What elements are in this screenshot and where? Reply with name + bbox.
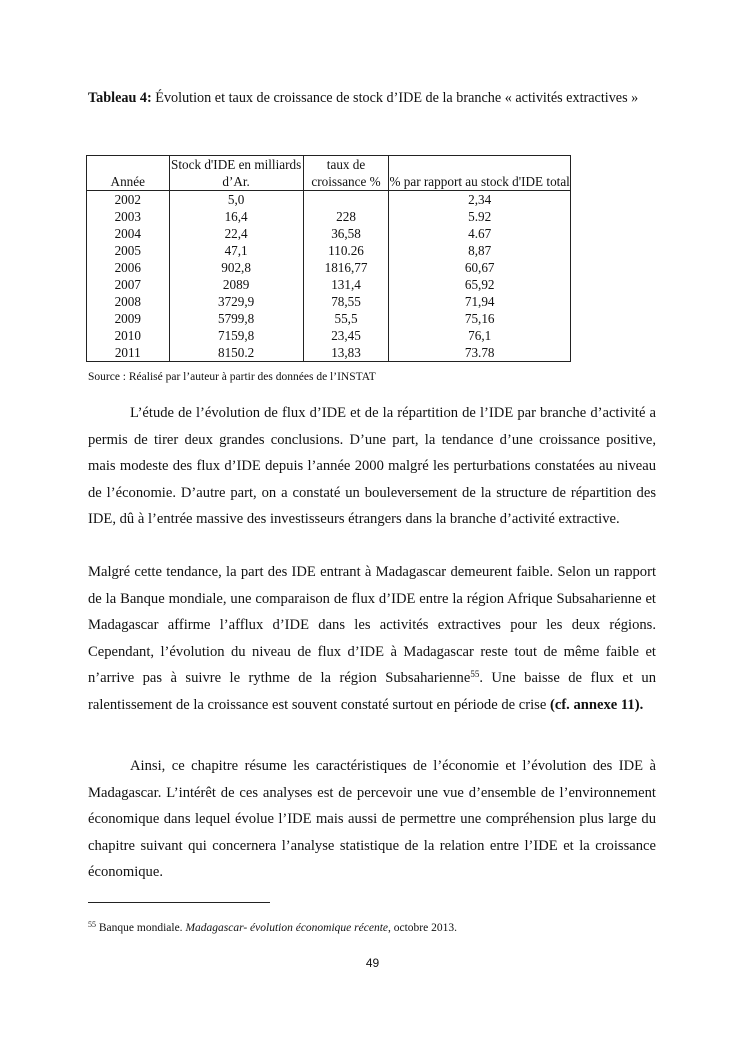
footnote [88, 921, 457, 935]
header-pourcentage: % par rapport au stock d'IDE total [389, 156, 571, 191]
annex-reference: (cf. annexe 11) [549, 696, 640, 713]
caption-label: Tableau 4: [88, 90, 152, 106]
cell-share: 76,1 [389, 327, 571, 344]
cell-year: 2008 [87, 293, 170, 310]
cell-stock: 16,4 [169, 208, 303, 225]
cell-year: 2004 [87, 225, 170, 242]
header-taux: taux de croissance % [303, 156, 389, 191]
table-row [87, 276, 571, 293]
paragraph-conclusions [88, 400, 656, 533]
cell-year: 2006 [87, 259, 170, 276]
table-row [87, 242, 571, 259]
footnote-divider [88, 902, 270, 903]
table-row [87, 225, 571, 242]
header-stock: Stock d'IDE en milliards d’Ar. [171, 157, 302, 189]
table-row [87, 344, 571, 362]
table-header-row [87, 156, 571, 191]
paragraph-text [88, 559, 656, 718]
cell-growth: 228 [303, 208, 389, 225]
table-caption [88, 84, 656, 113]
cell-stock: 22,4 [169, 225, 303, 242]
cell-year: 2007 [87, 276, 170, 293]
table-row [87, 327, 571, 344]
cell-share: 60,67 [389, 259, 571, 276]
ide-stock-table [86, 155, 571, 362]
page-number: 49 [365, 956, 380, 970]
cell-stock: 8150.2 [169, 344, 303, 362]
footnote-text: Banque mondiale. [96, 922, 186, 934]
cell-growth: 55,5 [303, 310, 389, 327]
cell-growth: 78,55 [303, 293, 389, 310]
cell-stock: 5799,8 [169, 310, 303, 327]
cell-share: 2,34 [389, 191, 571, 209]
cell-year: 2003 [87, 208, 170, 225]
table-source: Source : Réalisé par l’auteur à partir des données de l’INSTAT [88, 371, 376, 383]
caption-text: Évolution et taux de croissance de stock d’IDE de la branche « activités extractives » [155, 90, 639, 106]
cell-stock: 2089 [169, 276, 303, 293]
cell-growth: 110.26 [303, 242, 389, 259]
cell-share: 73.78 [389, 344, 571, 362]
cell-share: 75,16 [389, 310, 571, 327]
paragraph-text: L’étude de l’évolution de flux d’IDE et de la répartition de l’IDE par branche d’activité a permis de tirer deux grandes conclusions. D’une part, la tendance d’une croissance positive, mais modeste des flux d’IDE depuis l’année 2000 malgré les perturbations constatées au niveau de l’économie. D’autre part, on a constaté un bouleversement de la structure de répartition des IDE, dû à l’entrée massive des investisseurs étrangers dans la branche d’activité extractive. [88, 405, 656, 527]
cell-stock: 47,1 [169, 242, 303, 259]
cell-share: 4.67 [389, 225, 571, 242]
footnote-text-end: , octobre 2013. [388, 922, 457, 934]
header-annee: Année [87, 156, 170, 191]
cell-share: 5.92 [389, 208, 571, 225]
cell-growth: 23,45 [303, 327, 389, 344]
cell-year: 2009 [87, 310, 170, 327]
cell-growth [303, 191, 389, 209]
paragraph-text: Ainsi, ce chapitre résume les caractéristiques de l’économie et l’évolution des IDE à Madagascar. L’intérêt de ces analyses est de percevoir une vue d’ensemble de l’environnement économique dans lequel évolue l’IDE mais aussi de permettre une compréhension plus large du chapitre suivant qui concernera l’analyse statistique de la relation entre l’IDE et la croissance économique. [88, 758, 656, 880]
cell-stock: 902,8 [169, 259, 303, 276]
cell-share: 65,92 [389, 276, 571, 293]
cell-growth: 36,58 [303, 225, 389, 242]
paragraph-text-part: Malgré cette tendance, la part des IDE entrant à Madagascar demeurent faible. Selon un rapport de la Banque mondiale, une comparaison de flux d’IDE entre la région Afrique Subsaharienne et Madagascar affirme l’afflux d’IDE dans les activités extractives pour les deux régions. Cependant, l’évolution du niveau de flux d’IDE à Madagascar reste tout de même faible et n’arrive pas à suivre le rythme de la région Subsaharienne [88, 564, 656, 686]
table-row [87, 259, 571, 276]
cell-year: 2010 [87, 327, 170, 344]
table-row [87, 191, 571, 209]
cell-year: 2005 [87, 242, 170, 259]
cell-growth: 13,83 [303, 344, 389, 362]
cell-growth: 1816,77 [303, 259, 389, 276]
paragraph-madagascar [88, 559, 656, 718]
cell-share: 8,87 [389, 242, 571, 259]
table-row [87, 208, 571, 225]
footnote-title: Madagascar- évolution économique récente [185, 922, 388, 934]
cell-share: 71,94 [389, 293, 571, 310]
table-row [87, 293, 571, 310]
cell-stock: 3729,9 [169, 293, 303, 310]
table-row [87, 310, 571, 327]
cell-stock: 7159,8 [169, 327, 303, 344]
footnote-number: 55 [88, 920, 96, 929]
paragraph-text-part: . Une baisse de flux et un ralentissement de la croissance est souvent constaté surtout en période de crise [88, 670, 656, 713]
cell-growth: 131,4 [303, 276, 389, 293]
cell-year: 2011 [87, 344, 170, 362]
paragraph-summary [88, 753, 656, 886]
annex-reference-period: . [639, 696, 644, 713]
cell-year: 2002 [87, 191, 170, 209]
cell-stock: 5,0 [169, 191, 303, 209]
footnote-reference[interactable]: 55 [470, 669, 480, 679]
